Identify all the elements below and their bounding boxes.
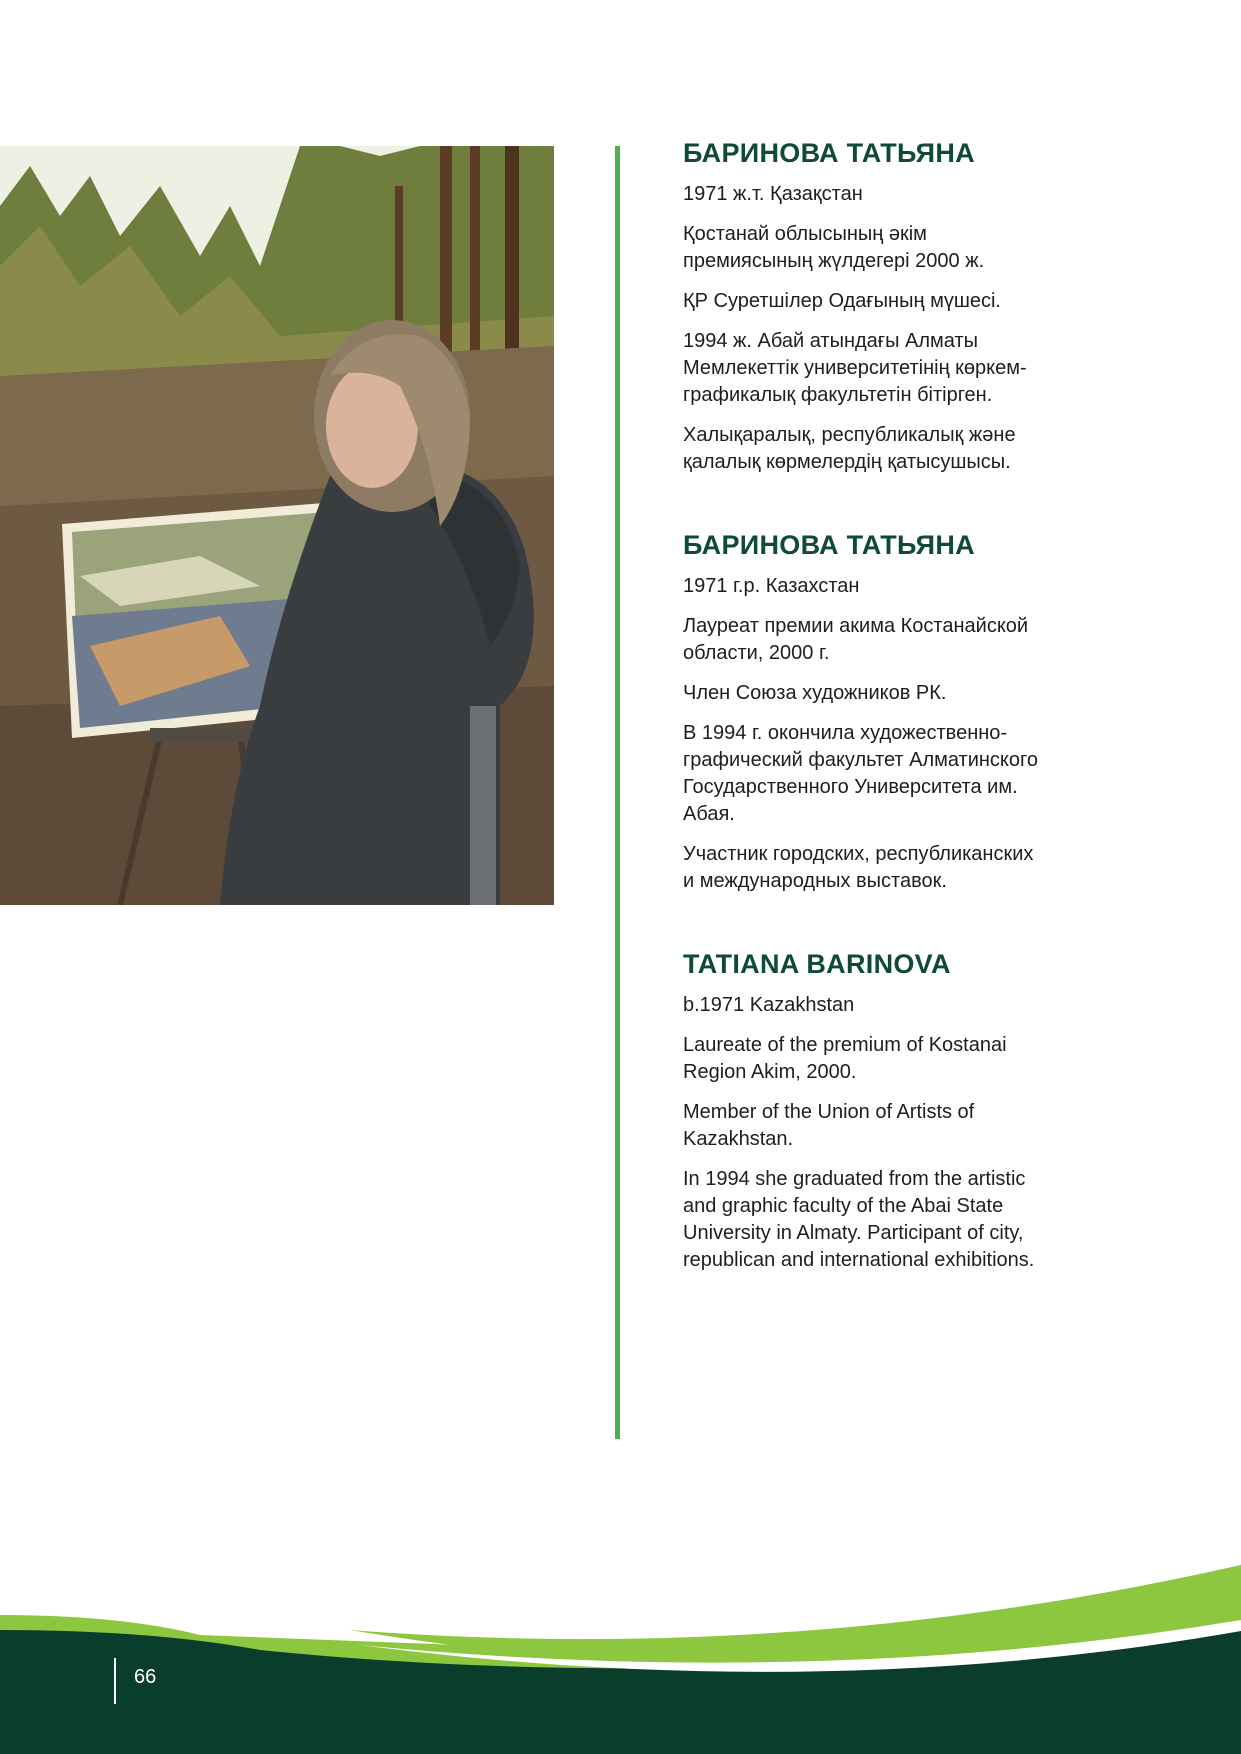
artist-photo-illustration (0, 146, 554, 905)
bio-russian (683, 530, 1043, 895)
bio-line: Қостанай облысының әкім премиясының жүлдегері 2000 ж. (683, 223, 985, 272)
bio-line: Халықаралық, республикалық және қалалық көрмелердің қатысушысы. (683, 424, 1016, 473)
bio-line: 1971 ж.т. Қазақстан (683, 183, 863, 205)
bio-line: Laureate of the premium of Kostanai Region Akim, 2000. (683, 1034, 1007, 1083)
bio-name: БАРИНОВА ТАТЬЯНА (683, 530, 975, 560)
vertical-accent-rule (615, 146, 620, 1439)
bio-line: Участник городских, республиканских и международных выставок. (683, 843, 1034, 892)
bio-line: b.1971 Kazakhstan (683, 994, 855, 1016)
page-number-divider (114, 1658, 116, 1704)
bio-line: 1971 г.р. Казахстан (683, 575, 860, 597)
bio-kazakh (683, 138, 1043, 476)
footer-wave-decoration (0, 1555, 1241, 1754)
artist-photo (0, 146, 554, 905)
bio-line: Member of the Union of Artists of Kazakhstan. (683, 1101, 975, 1150)
bio-name: TATIANA BARINOVA (683, 949, 951, 979)
bio-line: Член Союза художников РК. (683, 682, 947, 704)
bio-name: БАРИНОВА ТАТЬЯНА (683, 138, 975, 168)
bio-column (683, 138, 1043, 1287)
page-number: 66 (134, 1666, 157, 1688)
bio-line: Лауреат премии акима Костанайской области, 2000 г. (683, 615, 1029, 664)
bio-line: ҚР Суретшілер Одағының мүшесі. (683, 290, 1001, 312)
bio-english (683, 949, 1043, 1274)
bio-line: 1994 ж. Абай атындағы Алматы Мемлекеттік университетінің көркем-графикалық факультетін бітірген. (683, 330, 1027, 406)
bio-line: В 1994 г. окончила художественно-графический факультет Алматинского Государственного Университета им. Абая. (683, 722, 1039, 825)
bio-line: In 1994 she graduated from the artistic and graphic faculty of the Abai State University in Almaty. Participant of city, republican and international exhibitions. (683, 1168, 1035, 1271)
